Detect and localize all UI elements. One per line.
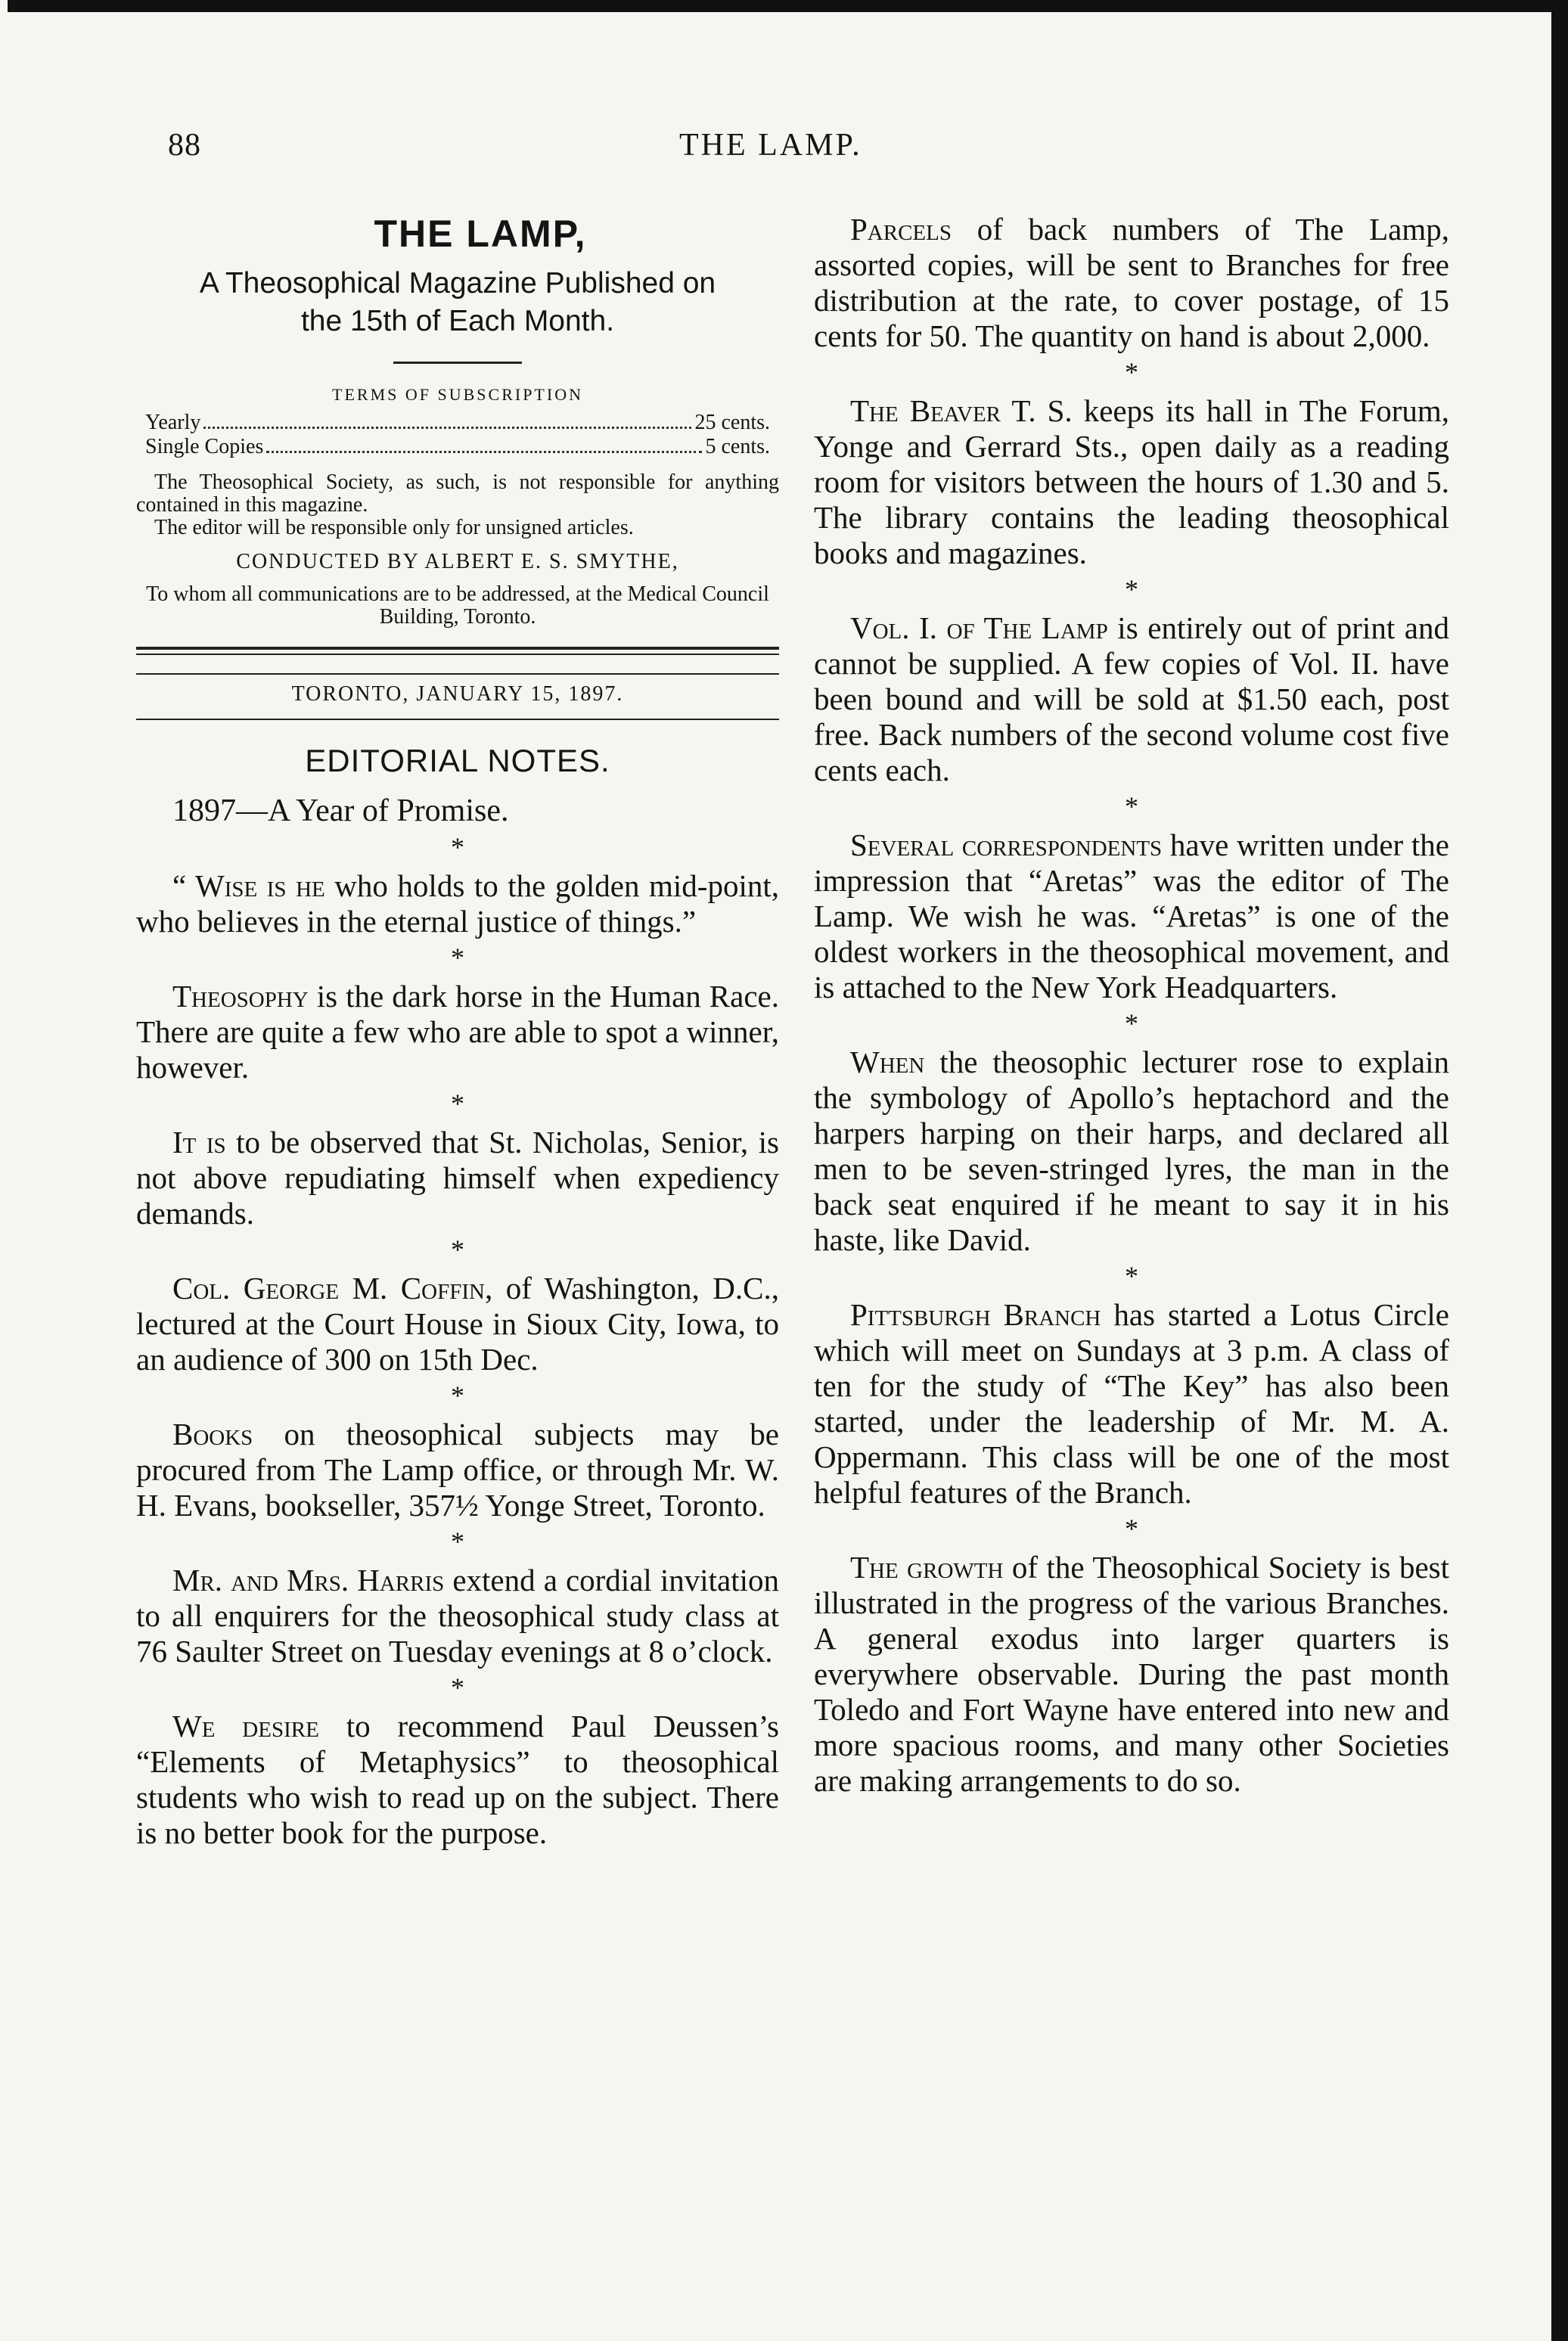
masthead-rule — [393, 362, 522, 364]
note-text: is the dark horse in the Human Race. There are quite a few who are able to spot a winner, however. — [136, 979, 779, 1085]
masthead-subtitle — [136, 265, 779, 340]
double-rule — [136, 647, 779, 655]
note-text: to be observed that St. Nicholas, Senior, is not above repudiating himself when expediency demands. — [136, 1125, 779, 1231]
note-lead: “ Wise is he — [172, 868, 325, 903]
conducted-by: CONDUCTED BY ALBERT E. S. SMYTHE, — [236, 550, 679, 573]
note-text: has started a Lotus Circle which will meet on Sundays at 3 p.m. A class of ten for the study of “The Key” has also been started, under the leadership of Mr. M. A. Oppermann. This class will be one of the most helpful features of the Branch. — [814, 1297, 1449, 1510]
separator-star: * — [451, 942, 464, 973]
note-text: extend a cordial invitation to all enquirers for the theosophical study class at 76 Saulter Street on Tuesday evenings at 8 o’clock. — [136, 1563, 780, 1669]
note-lead: Books — [172, 1417, 253, 1451]
separator-star: * — [451, 1672, 464, 1703]
terms-row-single — [145, 435, 770, 459]
note-lead: Theosophy — [172, 979, 309, 1014]
note-paragraph — [136, 1709, 779, 1851]
separator-star: * — [1125, 574, 1138, 604]
page-header — [168, 127, 1529, 172]
terms-value: 25 cents. — [694, 411, 770, 434]
note-lead: Parcels — [850, 212, 952, 247]
note-paragraph — [814, 393, 1449, 571]
terms-label: Yearly — [145, 411, 201, 434]
separator-star: * — [451, 1234, 464, 1265]
note-text: have written under the impression that “Aretas” was the editor of The Lamp. We wish he was. “Aretas” is one of the oldest workers in the theosophical movement, and is attached to the New York Headquarters. — [814, 827, 1450, 1004]
note-lead: Col. George M. Coffin, — [172, 1271, 493, 1306]
terms-row-yearly — [145, 411, 770, 435]
separator-star: * — [1125, 1008, 1138, 1039]
note-paragraph — [136, 1563, 779, 1669]
masthead — [136, 212, 779, 720]
note-lead: The growth — [850, 1550, 1004, 1585]
section-subtitle: 1897—A Year of Promise. — [172, 793, 509, 828]
note-text: to recommend Paul Deussen’s “Elements of Metaphysics” to theosophical students who wish to read up on the subject. There is no better book for the purpose. — [136, 1709, 779, 1850]
note-text: of Washington, D.C., lectured at the Court House in Sioux City, Iowa, to an audience of 300 on 15th Dec. — [136, 1271, 779, 1377]
separator-star: * — [1125, 1261, 1138, 1291]
note-paragraph — [814, 1297, 1449, 1510]
note-text: on theosophical subjects may be procured from The Lamp office, or through Mr. W. H. Evans, bookseller, 357½ Yonge Street, Toronto. — [136, 1417, 779, 1523]
separator-star: * — [451, 1088, 464, 1119]
note-paragraph — [814, 827, 1449, 1005]
terms-label: Single Copies — [145, 435, 264, 458]
note-text: is entirely out of print and cannot be supplied. A few copies of Vol. II. have been bound and will be sold at $1.50 each, post free. Back numbers of the second volume cost five cents each. — [814, 610, 1449, 787]
note-lead: Vol. I. of The Lamp — [850, 610, 1108, 645]
leader-dots — [266, 435, 702, 453]
separator-star: * — [1125, 1514, 1138, 1544]
thin-rule — [136, 673, 779, 675]
note-lead: When — [850, 1045, 925, 1079]
separator-star: * — [451, 1380, 464, 1411]
note-paragraph — [814, 1550, 1449, 1799]
note-lead: Several correspondents — [850, 827, 1163, 862]
masthead-subtitle-line1: A Theosophical Magazine Published on — [199, 267, 716, 300]
running-head: THE LAMP. — [679, 128, 862, 163]
masthead-title: THE LAMP, — [374, 213, 587, 255]
terms-value: 5 cents. — [705, 435, 770, 458]
separator-star: * — [1125, 357, 1138, 387]
editor-notice: The editor will be responsible only for unsigned articles. — [154, 516, 634, 539]
address-line2: Building, Toronto. — [379, 605, 536, 629]
section-title: EDITORIAL NOTES. — [305, 743, 610, 778]
note-paragraph — [814, 1045, 1449, 1258]
right-column — [814, 212, 1449, 1799]
note-paragraph — [136, 1271, 779, 1377]
scan-right-border — [1551, 0, 1568, 2341]
note-paragraph — [136, 979, 779, 1085]
note-text: the theosophic lecturer rose to explain the symbology of Apollo’s heptachord and the harpers harping on their harps, and declared all men to be seven-stringed lyres, the man in the back seat enquired if he meant to say it in his haste, like David. — [814, 1045, 1449, 1257]
note-lead: The Beaver T. S. — [850, 393, 1073, 428]
disclaimer-notice: The Theosophical Society, as such, is not responsible for anything contained in this magazine. — [136, 470, 779, 517]
note-lead: Mr. and Mrs. Harris — [172, 1563, 445, 1597]
thin-rule — [136, 719, 779, 720]
separator-star: * — [1125, 791, 1138, 821]
note-paragraph — [136, 868, 779, 939]
note-lead: It is — [172, 1125, 226, 1160]
note-lead: We desire — [172, 1709, 319, 1743]
masthead-subtitle-line2: the 15th of Each Month. — [300, 305, 615, 337]
scan-top-border — [8, 0, 1558, 12]
separator-star: * — [451, 832, 464, 862]
note-text: of back numbers of The Lamp, assorted copies, will be sent to Branches for free distribution at the rate, to cover postage, of 15 cents for 50. The quantity on hand is about 2,000. — [814, 212, 1449, 353]
note-paragraph — [814, 610, 1449, 788]
separator-star: * — [451, 1526, 464, 1557]
note-text: who holds to the golden mid-point, who believes in the eternal justice of things.” — [136, 868, 779, 939]
note-lead: Pittsburgh Branch — [850, 1297, 1101, 1332]
left-column — [136, 212, 779, 1851]
page-number: 88 — [168, 128, 201, 163]
address-line1: To whom all communications are to be addressed, at the Medical Council — [146, 582, 769, 606]
note-text: keeps its hall in The Forum, Yonge and Gerrard Sts., open daily as a reading room for visitors between the hours of 1.30 and 5. The library contains the leading theosophical books and magazines. — [814, 393, 1450, 570]
terms-heading: TERMS OF SUBSCRIPTION — [332, 385, 583, 404]
dateline: TORONTO, JANUARY 15, 1897. — [291, 682, 624, 706]
note-text: of the Theosophical Society is best illustrated in the progress of the various Branches. A general exodus into larger quarters is everywhere observable. During the past month Toledo and Fort Wayne have entered into new and more spacious rooms, and many other Societies are making arrangements to do so. — [814, 1550, 1449, 1798]
leader-dots — [203, 411, 691, 429]
note-paragraph — [136, 1125, 779, 1231]
note-paragraph — [814, 212, 1449, 354]
note-paragraph — [136, 1417, 779, 1523]
